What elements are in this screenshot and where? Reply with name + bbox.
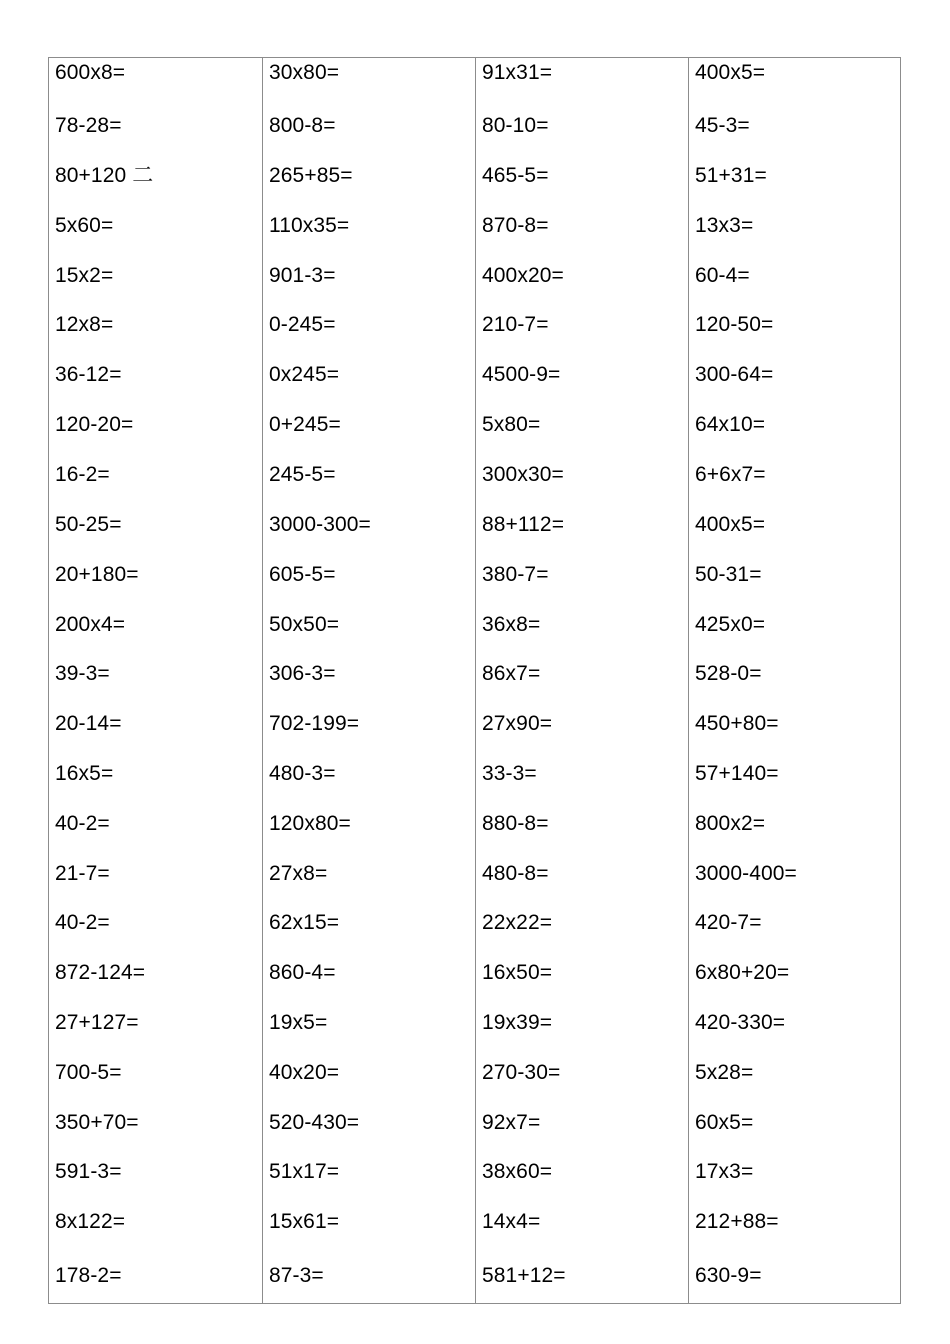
math-problem: 40-2= xyxy=(55,911,110,934)
math-problem: 380-7= xyxy=(482,563,549,586)
math-problem: 860-4= xyxy=(269,961,336,984)
math-problem: 40x20= xyxy=(269,1061,340,1084)
math-problem: 51+31= xyxy=(695,164,767,187)
math-problem: 64x10= xyxy=(695,413,766,436)
math-problem: 51x17= xyxy=(269,1160,340,1183)
math-problem: 78-28= xyxy=(55,114,122,137)
math-problem: 20+180= xyxy=(55,563,139,586)
math-problem: 60x5= xyxy=(695,1111,754,1134)
math-problem: 120-50= xyxy=(695,313,774,336)
math-problem: 400x20= xyxy=(482,264,564,287)
math-problem: 6+6x7= xyxy=(695,463,766,486)
math-problem: 91x31= xyxy=(482,61,553,84)
math-problem: 702-199= xyxy=(269,712,360,735)
math-problem: 16x5= xyxy=(55,762,114,785)
math-problem: 50x50= xyxy=(269,613,340,636)
math-problem: 520-430= xyxy=(269,1111,360,1134)
math-problem: 870-8= xyxy=(482,214,549,237)
math-problem: 420-7= xyxy=(695,911,762,934)
math-problem: 245-5= xyxy=(269,463,336,486)
math-problem: 4500-9= xyxy=(482,363,561,386)
math-problem: 36x8= xyxy=(482,613,541,636)
math-problem: 872-124= xyxy=(55,961,146,984)
math-problem: 400x5= xyxy=(695,513,766,536)
math-problem: 40-2= xyxy=(55,812,110,835)
math-problem: 19x39= xyxy=(482,1011,553,1034)
math-problem: 86x7= xyxy=(482,662,541,685)
math-problem: 480-3= xyxy=(269,762,336,785)
math-problem: 33-3= xyxy=(482,762,537,785)
math-problem: 120x80= xyxy=(269,812,351,835)
math-problem: 425x0= xyxy=(695,613,766,636)
math-problem: 16-2= xyxy=(55,463,110,486)
math-problem: 450+80= xyxy=(695,712,779,735)
math-problem: 0x245= xyxy=(269,363,340,386)
math-problem: 605-5= xyxy=(269,563,336,586)
math-problem: 3000-400= xyxy=(695,862,797,885)
math-problem: 80+120 二 xyxy=(55,164,154,187)
math-problem: 12x8= xyxy=(55,313,114,336)
column-1 xyxy=(49,58,262,1303)
math-problem: 901-3= xyxy=(269,264,336,287)
math-problem: 8x122= xyxy=(55,1210,126,1233)
math-problem: 17x3= xyxy=(695,1160,754,1183)
math-problem: 120-20= xyxy=(55,413,134,436)
math-problem: 21-7= xyxy=(55,862,110,885)
math-problem: 57+140= xyxy=(695,762,779,785)
math-problem: 0+245= xyxy=(269,413,341,436)
math-problem: 178-2= xyxy=(55,1264,122,1287)
math-problem: 15x61= xyxy=(269,1210,340,1233)
math-problem: 880-8= xyxy=(482,812,549,835)
math-problem: 591-3= xyxy=(55,1160,122,1183)
math-problem: 528-0= xyxy=(695,662,762,685)
column-4 xyxy=(688,58,900,1303)
math-problem: 581+12= xyxy=(482,1264,566,1287)
math-problem: 465-5= xyxy=(482,164,549,187)
math-problem: 600x8= xyxy=(55,61,126,84)
math-problem: 630-9= xyxy=(695,1264,762,1287)
math-problem: 62x15= xyxy=(269,911,340,934)
math-problem: 50-25= xyxy=(55,513,122,536)
math-problem: 13x3= xyxy=(695,214,754,237)
math-problem: 27x8= xyxy=(269,862,328,885)
math-problem: 38x60= xyxy=(482,1160,553,1183)
math-problem: 5x80= xyxy=(482,413,541,436)
math-problem: 350+70= xyxy=(55,1111,139,1134)
math-problem: 6x80+20= xyxy=(695,961,790,984)
math-problem: 5x28= xyxy=(695,1061,754,1084)
math-problem: 30x80= xyxy=(269,61,340,84)
math-problem: 19x5= xyxy=(269,1011,328,1034)
math-problem: 27+127= xyxy=(55,1011,139,1034)
math-problem: 60-4= xyxy=(695,264,750,287)
math-problem: 15x2= xyxy=(55,264,114,287)
math-problem: 300-64= xyxy=(695,363,774,386)
worksheet-table xyxy=(48,57,901,1304)
math-problem: 3000-300= xyxy=(269,513,371,536)
math-problem: 87-3= xyxy=(269,1264,324,1287)
math-problem: 0-245= xyxy=(269,313,336,336)
math-problem: 420-330= xyxy=(695,1011,786,1034)
math-problem: 22x22= xyxy=(482,911,553,934)
math-problem: 92x7= xyxy=(482,1111,541,1134)
math-problem: 20-14= xyxy=(55,712,122,735)
math-problem: 88+112= xyxy=(482,513,565,536)
math-problem: 700-5= xyxy=(55,1061,122,1084)
math-problem: 36-12= xyxy=(55,363,122,386)
math-problem: 14x4= xyxy=(482,1210,541,1233)
math-problem: 27x90= xyxy=(482,712,553,735)
math-problem: 480-8= xyxy=(482,862,549,885)
math-problem: 110x35= xyxy=(269,214,350,237)
math-problem: 45-3= xyxy=(695,114,750,137)
math-problem: 5x60= xyxy=(55,214,114,237)
math-problem: 210-7= xyxy=(482,313,549,336)
math-problem: 800x2= xyxy=(695,812,766,835)
math-problem: 16x50= xyxy=(482,961,553,984)
math-problem: 200x4= xyxy=(55,613,126,636)
column-3 xyxy=(475,58,688,1303)
math-problem: 265+85= xyxy=(269,164,353,187)
math-problem: 270-30= xyxy=(482,1061,561,1084)
math-problem: 39-3= xyxy=(55,662,110,685)
column-2 xyxy=(262,58,475,1303)
math-problem: 80-10= xyxy=(482,114,549,137)
math-problem: 400x5= xyxy=(695,61,766,84)
math-problem: 50-31= xyxy=(695,563,762,586)
math-problem: 212+88= xyxy=(695,1210,779,1233)
math-problem: 306-3= xyxy=(269,662,336,685)
math-problem: 800-8= xyxy=(269,114,336,137)
math-problem: 300x30= xyxy=(482,463,564,486)
